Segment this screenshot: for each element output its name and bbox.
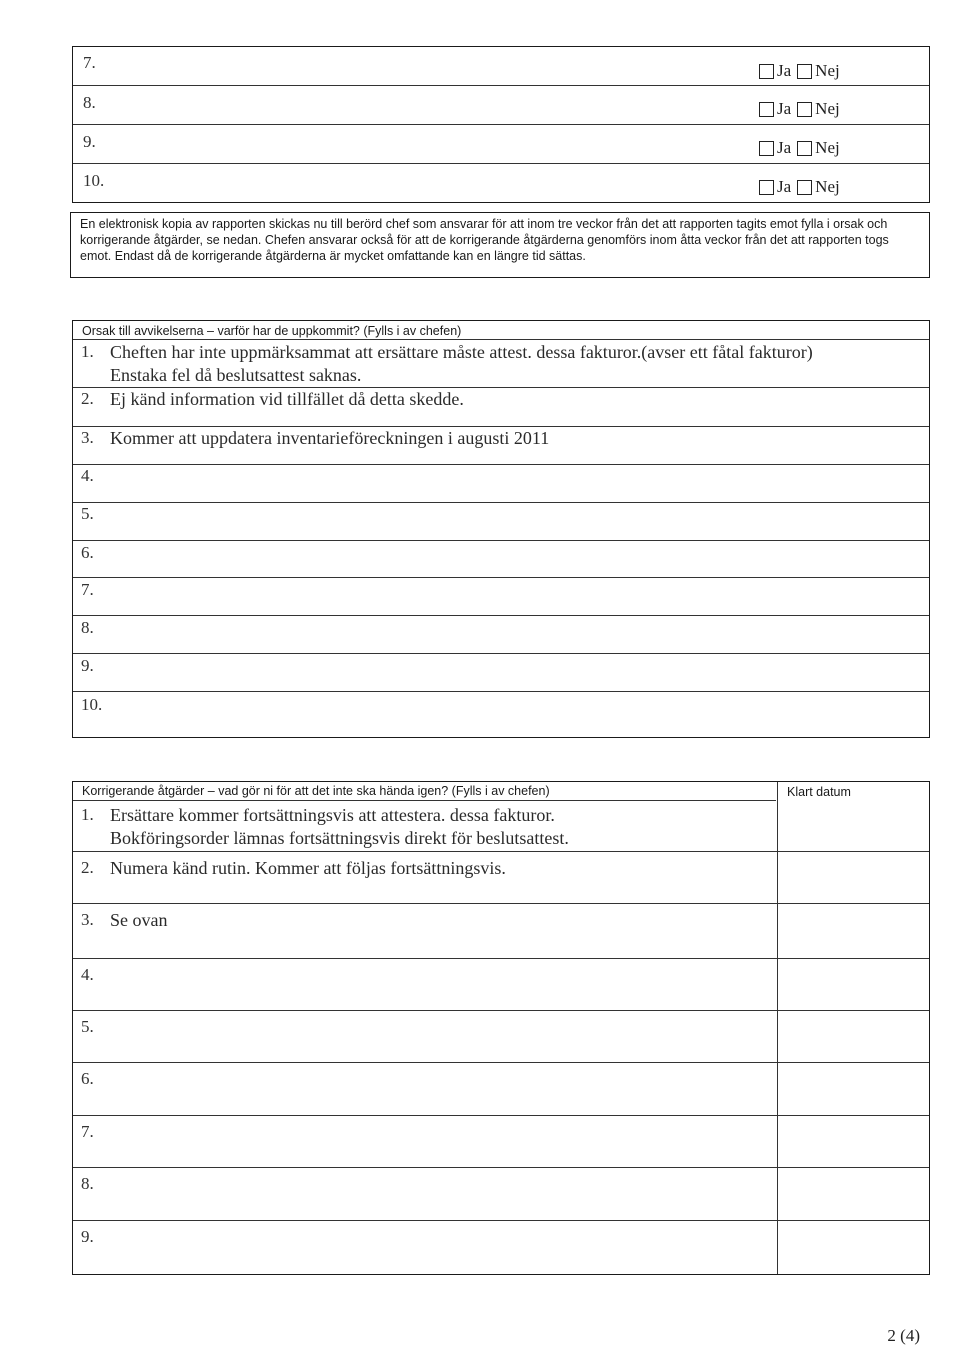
korr-header: Korrigerande åtgärder – vad gör ni för att det inte ska hända igen? (Fylls i av chefen)	[82, 784, 550, 798]
page-number: 2 (4)	[887, 1326, 920, 1345]
yes-no-choice: Ja Nej	[759, 177, 843, 197]
korr-item-number: 8.	[81, 1174, 94, 1193]
row-number: 10.	[83, 171, 105, 190]
row-divider	[73, 851, 929, 852]
row-divider	[73, 1220, 929, 1221]
korr-item-number: 6.	[81, 1069, 94, 1088]
orsak-item-number: 4.	[81, 466, 94, 485]
nej-checkbox[interactable]	[797, 141, 812, 156]
orsak-item-number: 6.	[81, 543, 94, 562]
row-number: 7.	[83, 53, 96, 72]
korr-item-number: 2.	[81, 858, 94, 877]
yes-no-choice: Ja Nej	[759, 61, 843, 81]
orsak-item-number: 7.	[81, 580, 94, 599]
row-divider	[73, 124, 929, 125]
row-divider	[73, 387, 929, 388]
ja-checkbox[interactable]	[759, 64, 774, 79]
row-divider	[73, 1115, 929, 1116]
yes-no-choice: Ja Nej	[759, 99, 843, 119]
nej-checkbox[interactable]	[797, 64, 812, 79]
orsak-item-text[interactable]: Kommer att uppdatera inventarieföreckningen i augusti 2011	[110, 428, 550, 448]
korr-item-number: 7.	[81, 1122, 94, 1141]
orsak-section	[72, 320, 930, 738]
row-divider	[73, 339, 929, 340]
row-divider	[73, 502, 929, 503]
row-divider	[73, 958, 929, 959]
row-divider	[73, 426, 929, 427]
korr-item-text[interactable]: Se ovan	[110, 910, 168, 930]
row-divider	[73, 800, 776, 801]
nej-checkbox[interactable]	[797, 102, 812, 117]
korr-item-number: 4.	[81, 965, 94, 984]
row-divider	[73, 691, 929, 692]
orsak-item-number: 8.	[81, 618, 94, 637]
row-divider	[73, 85, 929, 86]
orsak-item-text-cont[interactable]: Enstaka fel då beslutsattest saknas.	[110, 365, 362, 385]
nej-checkbox[interactable]	[797, 180, 812, 195]
orsak-item-number: 9.	[81, 656, 94, 675]
yes-no-table	[72, 46, 930, 203]
yes-no-choice: Ja Nej	[759, 138, 843, 158]
date-column-divider	[777, 782, 778, 1274]
orsak-item-number: 1.	[81, 342, 94, 361]
row-divider	[73, 615, 929, 616]
row-divider	[73, 1062, 929, 1063]
row-divider	[73, 1010, 929, 1011]
orsak-item-text[interactable]: Ej känd information vid tillfället då detta skedde.	[110, 389, 464, 409]
row-number: 8.	[83, 93, 96, 112]
row-divider	[73, 653, 929, 654]
row-divider	[73, 1167, 929, 1168]
korrigerande-section	[72, 781, 930, 1275]
row-divider	[73, 903, 929, 904]
orsak-header: Orsak till avvikelserna – varför har de uppkommit? (Fylls i av chefen)	[82, 324, 462, 338]
row-divider	[73, 577, 929, 578]
korr-item-number: 3.	[81, 910, 94, 929]
row-divider	[73, 163, 929, 164]
klart-datum-header: Klart datum	[787, 785, 851, 799]
info-notice: En elektronisk kopia av rapporten skickas nu till berörd chef som ansvarar för att inom tre veckor från det att rapporten tagits emot fylla i orsak och korrigerande åtgärder, se nedan. Chefen ansvarar också för att de korrigerande åtgärderna genomförs inom åtta veckor från det att rapporten togs emot. Endast då de korrigerande åtgärderna är mycket omfattande kan en längre tid sättas.	[70, 212, 930, 278]
orsak-item-number: 5.	[81, 504, 94, 523]
ja-checkbox[interactable]	[759, 102, 774, 117]
ja-checkbox[interactable]	[759, 180, 774, 195]
korr-item-number: 9.	[81, 1227, 94, 1246]
ja-checkbox[interactable]	[759, 141, 774, 156]
row-number: 9.	[83, 132, 96, 151]
row-divider	[73, 464, 929, 465]
korr-item-text[interactable]: Ersättare kommer fortsättningsvis att attestera. dessa fakturor.	[110, 805, 555, 825]
korr-item-text[interactable]: Numera känd rutin. Kommer att följas fortsättningsvis.	[110, 858, 506, 878]
orsak-item-text[interactable]: Cheften har inte uppmärksammat att ersättare måste attest. dessa fakturor.(avser ett fåtal fakturor)	[110, 342, 813, 362]
orsak-item-number: 2.	[81, 389, 94, 408]
orsak-item-number: 10.	[81, 695, 103, 714]
korr-item-text-cont[interactable]: Bokföringsorder lämnas fortsättningsvis direkt för beslutsattest.	[110, 828, 569, 848]
row-divider	[73, 540, 929, 541]
korr-item-number: 5.	[81, 1017, 94, 1036]
orsak-item-number: 3.	[81, 428, 94, 447]
korr-item-number: 1.	[81, 805, 94, 824]
